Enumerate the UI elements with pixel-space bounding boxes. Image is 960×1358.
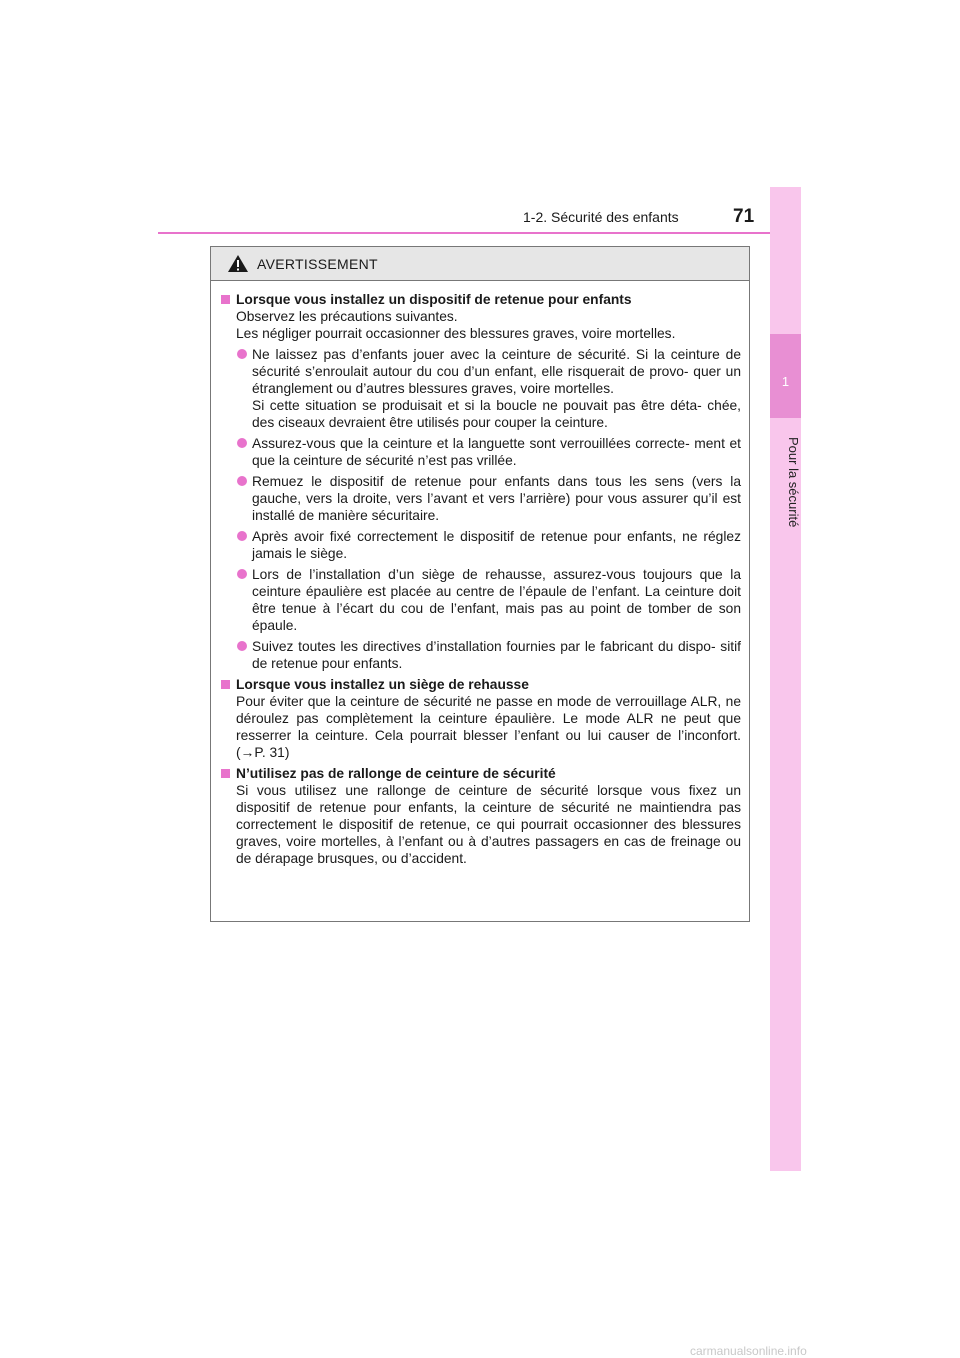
section-belt-extender xyxy=(219,765,741,867)
square-bullet-icon xyxy=(221,295,230,304)
list-item-text: Lors de l’installation d’un siège de rehausse, assurez-vous toujours que la ceinture épaulière est placée au centre de l’épaule de l’enfant. La ceinture doit être tenue à l’écart du cou de l’enfant, mais pas au point de tomber de son épaule. xyxy=(252,567,741,633)
list-item xyxy=(236,638,741,672)
section-title: 1-2. Sécurité des enfants xyxy=(523,209,679,225)
page-number: 71 xyxy=(733,206,755,227)
bullet-dot-icon xyxy=(237,641,247,651)
chapter-number: 1 xyxy=(781,374,790,389)
bullet-dot-icon xyxy=(237,476,247,486)
bullet-dot-icon xyxy=(237,349,247,359)
list-item xyxy=(236,473,741,524)
header-rule xyxy=(158,232,800,234)
square-bullet-icon xyxy=(221,769,230,778)
list-item xyxy=(236,528,741,562)
list-item-text: Si cette situation se produisait et si la boucle ne pouvait pas être déta- chée, des ciseaux devraient être utilisés pour couper la ceinture. xyxy=(252,398,741,430)
section-text: Si vous utilisez une rallonge de ceinture de sécurité lorsque vous fixez un dispositif de retenue pour enfants, la ceinture de sécurité ne maintiendra pas correctement le dispositif de retenue, ce qui pourrait occasionner des blessures graves, voire mortelles, à l’enfant ou à d’autres passagers en cas de freinage ou de dérapage brusques, ou d’accident. xyxy=(236,783,741,866)
warning-box xyxy=(210,246,750,922)
section-heading-text: Lorsque vous installez un dispositif de retenue pour enfants xyxy=(236,292,632,307)
warning-header xyxy=(211,247,749,281)
bullet-dot-icon xyxy=(237,531,247,541)
section-intro xyxy=(236,308,741,342)
list-item-text: Après avoir fixé correctement le dispositif de retenue pour enfants, ne réglez jamais le siège. xyxy=(252,529,741,561)
list-item-text: Ne laissez pas d’enfants jouer avec la ceinture de sécurité. Si la ceinture de sécurité s’enroulait autour du cou d’un enfant, elle risquerait de provo- quer un étranglement ou d’autres blessures graves, voire mortelles. xyxy=(252,347,741,396)
warning-title: AVERTISSEMENT xyxy=(257,255,378,272)
intro-line: Les négliger pourrait occasionner des blessures graves, voire mortelles. xyxy=(236,326,676,341)
list-item xyxy=(236,435,741,469)
chapter-label: Pour la sécurité xyxy=(786,436,801,528)
section-booster-seat xyxy=(219,676,741,761)
section-heading xyxy=(219,765,741,782)
bullet-dot-icon xyxy=(237,438,247,448)
intro-line: Observez les précautions suivantes. xyxy=(236,309,458,324)
list-item-text: Assurez-vous que la ceinture et la languette sont verrouillées correcte- ment et que la ceinture de sécurité n’est pas vrillée. xyxy=(252,436,741,468)
warning-triangle-icon xyxy=(227,254,249,273)
bullet-dot-icon xyxy=(237,569,247,579)
list-item xyxy=(236,346,741,431)
section-heading-text: N’utilisez pas de rallonge de ceinture de sécurité xyxy=(236,766,556,781)
section-text: Pour éviter que la ceinture de sécurité ne passe en mode de verrouillage ALR, ne déroulez pas complètement la ceinture épaulière. Le mode ALR ne peut que resserrer la ceinture. Cela pourrait blesser l’enfant ou lui causer de l’inconfort. (→P. 31) xyxy=(236,694,741,760)
list-item-text: Remuez le dispositif de retenue pour enfants dans tous les sens (vers la gauche, vers la droite, vers l’avant et vers l’arrière) pour vous assurer qu’il est installé de manière sécuritaire. xyxy=(252,474,741,523)
section-installing-restraint xyxy=(219,291,741,672)
warning-body xyxy=(211,281,749,867)
footer-watermark: carmanualsonline.info xyxy=(690,1344,807,1358)
section-heading xyxy=(219,676,741,693)
list-item xyxy=(236,566,741,634)
section-heading-text: Lorsque vous installez un siège de rehausse xyxy=(236,677,529,692)
square-bullet-icon xyxy=(221,680,230,689)
section-heading xyxy=(219,291,741,308)
list-item-text: Suivez toutes les directives d’installation fournies par le fabricant du dispo- sitif de retenue pour enfants. xyxy=(252,639,741,671)
